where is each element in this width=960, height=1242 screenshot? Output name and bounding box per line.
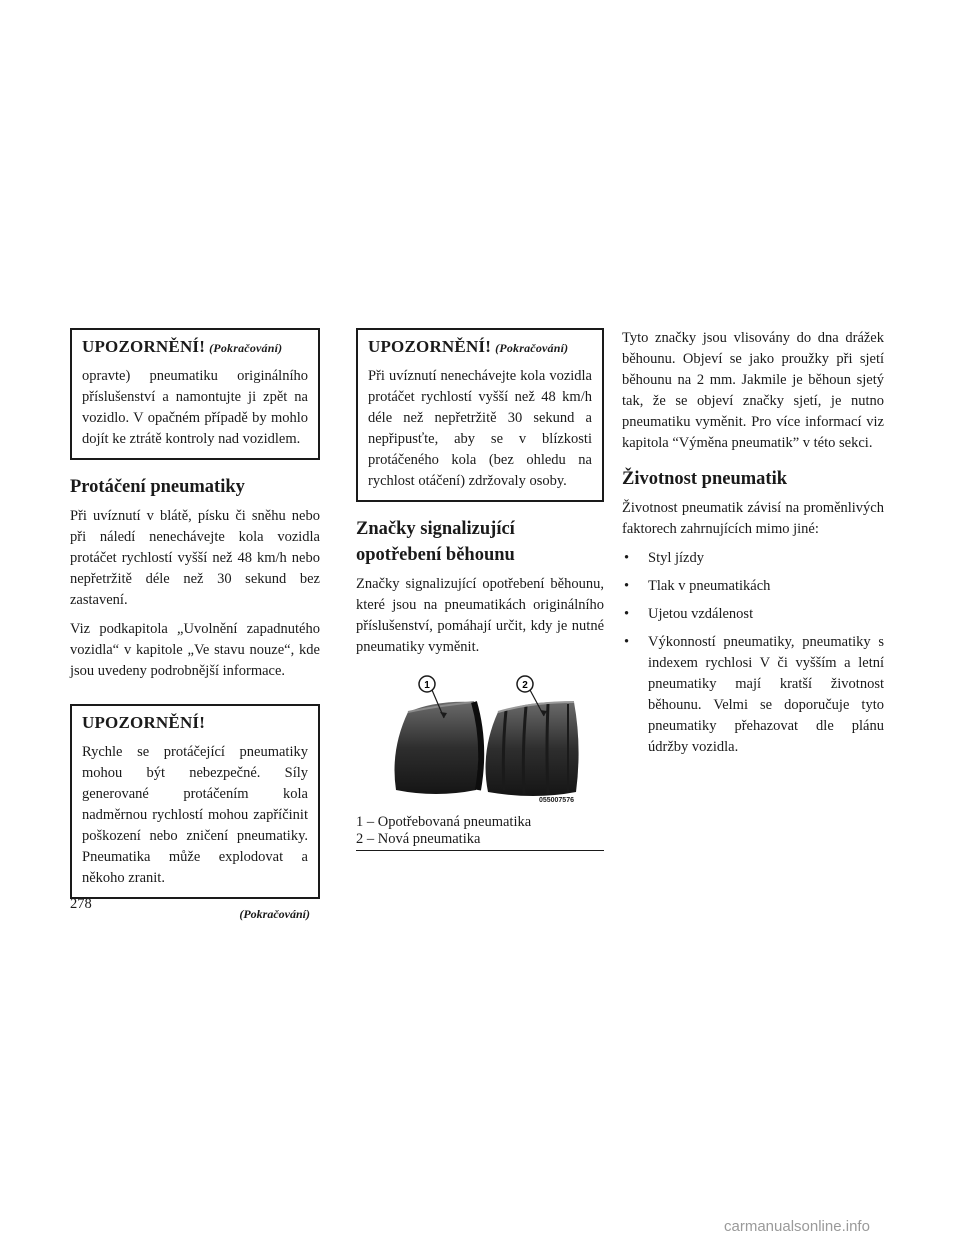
list-item: • Styl jízdy: [624, 550, 704, 566]
callout-label-2: 2: [522, 680, 528, 691]
continued-note: (Pokračování): [239, 907, 310, 921]
warning-box: [70, 704, 320, 899]
paragraph: Tyto značky jsou vlisovány do dna drážek běhounu. Objeví se jako proužky při sjetí běhounu na 2 mm. Jakmile je běhoun sjetý tak, že se objeví značky sjetí, je nutno pneumatiku vyměnit. Pro více informací viz kapitola “Výměna pneumatik” v této sekci.: [622, 330, 884, 451]
caption-line-1: 1 – Opotřebovaná pneumatika: [356, 814, 532, 830]
warning-text: opravte) pneumatiku originálního příslušenství a namontujte ji zpět na vozidlo. V opačném případě by mohlo dojít ke ztrátě kontroly nad vozidlem.: [82, 368, 308, 447]
column-middle: [356, 328, 604, 851]
paragraph: Viz podkapitola „Uvolnění zapadnutého vozidla“ v kapitole „Ve stavu nouze“, kde jsou uvedeny podrobnější informace.: [70, 621, 320, 679]
paragraph: Životnost pneumatik závisí na proměnlivých faktorech zahrnujících mimo jiné:: [622, 500, 884, 537]
warning-text: Rychle se protáčející pneumatiky mohou být nebezpečné. Síly generované protáčením kola nadměrnou rychlostí mohou zapříčinit poškození nebo zničení pneumatiky. Pneumatika může explodovat a někoho zranit.: [82, 744, 308, 886]
paragraph: Při uvíznutí v blátě, písku či sněhu nebo při náledí nenechávejte kola vozidla protáčet rychlostí vyšší než 48 km/h nebo nepřetržitě déle než 30 sekund bez zastavení.: [70, 508, 320, 608]
warning-title: UPOZORNĚNÍ! (Pokračování): [82, 337, 283, 356]
list-item: • Tlak v pneumatikách: [624, 578, 771, 594]
list-item: • Ujetou vzdálenost: [624, 606, 754, 622]
warning-box-continued: [356, 328, 604, 502]
watermark: carmanualsonline.info: [724, 1218, 870, 1235]
section-heading-tread-wear: Značky signalizující opotřebení běhounu: [356, 519, 515, 565]
continued-label: (Pokračování): [495, 341, 569, 355]
figure-caption: [356, 814, 604, 851]
new-tire-icon: [486, 702, 579, 796]
tire-life-factors-list: [622, 548, 884, 758]
paragraph: Značky signalizující opotřebení běhounu, které jsou na pneumatikách originálního příslušenství, pomáhají určit, kdy je nutné pneumatiky vyměnit.: [356, 576, 604, 655]
worn-tire-icon: [395, 702, 482, 794]
continued-label: (Pokračování): [209, 341, 283, 355]
list-item: • Výkonností pneumatiky, pneumatiky s indexem rychlosi V či vyšším a letní pneumatiky mají kratší životnost běhounu. Velmi se doporučuje tyto pneumatiky přehazovat dle plánu údržby vozidla.: [624, 634, 884, 755]
caption-line-2: 2 – Nová pneumatika: [356, 831, 481, 847]
tire-wear-figure: [356, 672, 604, 812]
figure-code: 055007576: [538, 797, 574, 804]
column-left: [70, 328, 320, 922]
section-heading-tire-spinning: Protáčení pneumatiky: [70, 477, 245, 497]
warning-title: UPOZORNĚNÍ!: [82, 713, 206, 732]
column-right: [622, 328, 884, 765]
callout-label-1: 1: [424, 680, 430, 691]
section-heading-tire-life: Životnost pneumatik: [622, 469, 787, 489]
warning-title: UPOZORNĚNÍ! (Pokračování): [368, 337, 569, 356]
page-number: 278: [70, 896, 92, 912]
warning-box-continued: [70, 328, 320, 460]
warning-text: Při uvíznutí nenechávejte kola vozidla protáčet rychlostí vyšší než 48 km/h déle než nepřetržitě 30 sekund a nepřipusťte, aby se v blízkosti protáčeného kola (bez ohledu na rychlost otáčení) zdržovaly osoby.: [368, 368, 592, 489]
tire-illustration: [356, 672, 604, 812]
